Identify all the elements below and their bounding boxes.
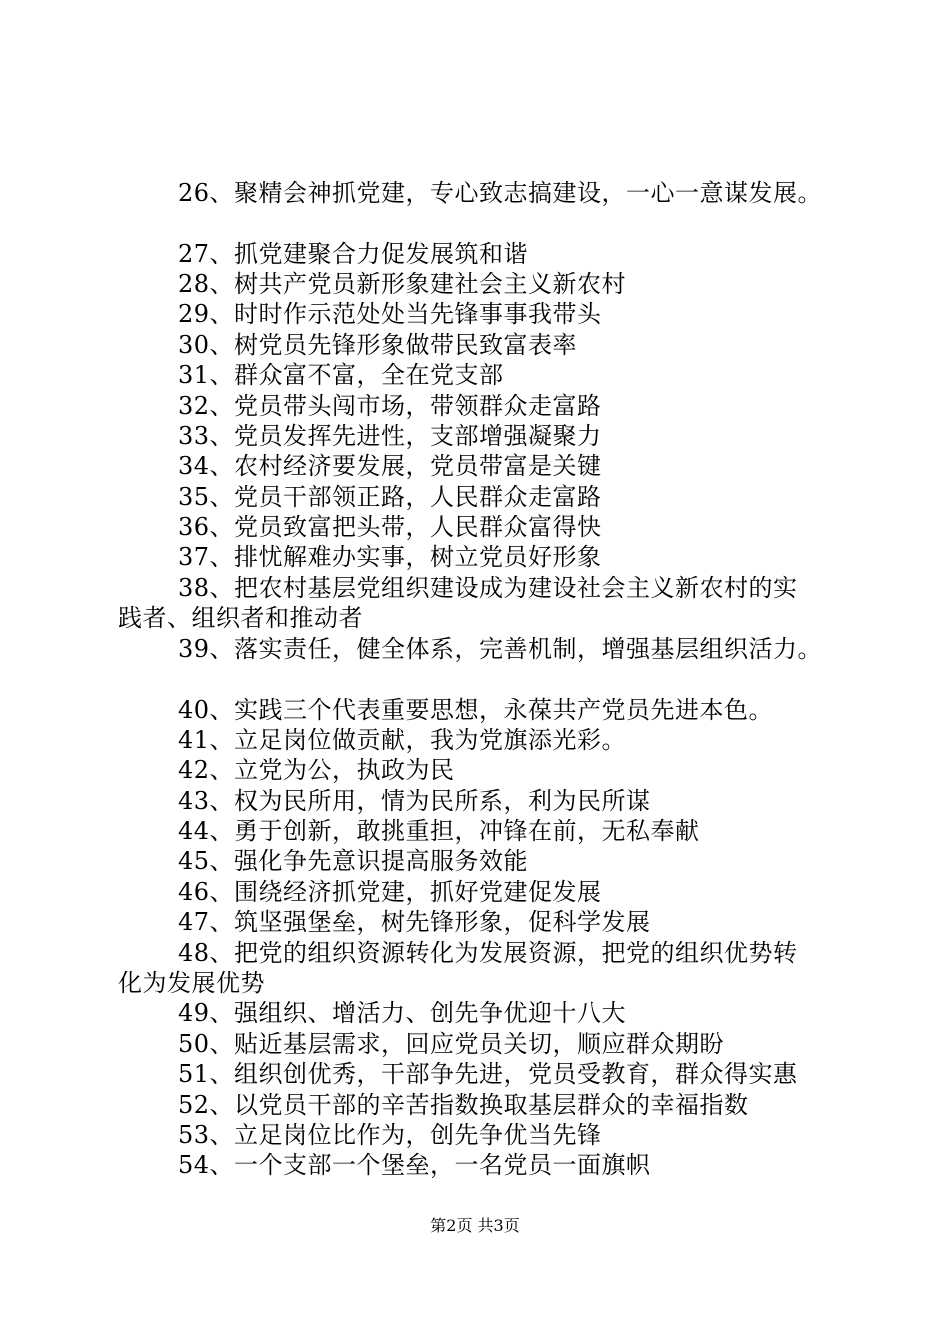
slogan-27: 27、抓党建聚合力促发展筑和谐	[178, 240, 529, 268]
slogan-54: 54、一个支部一个堡垒，一名党员一面旗帜	[178, 1151, 651, 1179]
slogan-33: 33、党员发挥先进性，支部增强凝聚力	[178, 422, 602, 450]
slogan-31: 31、群众富不富，全在党支部	[178, 361, 504, 389]
slogan-50: 50、贴近基层需求，回应党员关切，顺应群众期盼	[178, 1030, 725, 1058]
slogan-51: 51、组织创优秀，干部争先进，党员受教育，群众得实惠	[178, 1060, 798, 1088]
slogan-30: 30、树党员先锋形象做带民致富表率	[178, 331, 578, 359]
slogan-53: 53、立足岗位比作为，创先争优当先锋	[178, 1121, 602, 1149]
slogan-39: 39、落实责任，健全体系，完善机制，增强基层组织活力。	[178, 635, 823, 663]
slogan-52: 52、以党员干部的辛苦指数换取基层群众的幸福指数	[178, 1091, 749, 1119]
slogan-32: 32、党员带头闯市场，带领群众走富路	[178, 392, 602, 420]
slogan-36: 36、党员致富把头带，人民群众富得快	[178, 513, 602, 541]
slogan-43: 43、权为民所用，情为民所系，利为民所谋	[178, 787, 651, 815]
slogan-41: 41、立足岗位做贡献，我为党旗添光彩。	[178, 726, 627, 754]
slogan-46: 46、围绕经济抓党建，抓好党建促发展	[178, 878, 602, 906]
slogan-38-line1: 38、把农村基层党组织建设成为建设社会主义新农村的实	[178, 574, 798, 602]
slogan-34: 34、农村经济要发展，党员带富是关键	[178, 452, 602, 480]
slogan-26: 26、聚精会神抓党建，专心致志搞建设，一心一意谋发展。	[178, 179, 823, 207]
slogan-42: 42、立党为公，执政为民	[178, 756, 455, 784]
slogan-48-line2: 化为发展优势	[118, 969, 265, 997]
slogan-29: 29、时时作示范处处当先锋事事我带头	[178, 300, 602, 328]
slogan-28: 28、树共产党员新形象建社会主义新农村	[178, 270, 627, 298]
page-number-footer: 第2页 共3页	[430, 1216, 520, 1235]
slogan-40: 40、实践三个代表重要思想，永葆共产党员先进本色。	[178, 696, 774, 724]
slogan-48-line1: 48、把党的组织资源转化为发展资源，把党的组织优势转	[178, 939, 798, 967]
slogan-37: 37、排忧解难办实事，树立党员好形象	[178, 543, 602, 571]
slogan-47: 47、筑坚强堡垒，树先锋形象，促科学发展	[178, 908, 651, 936]
slogan-45: 45、强化争先意识提高服务效能	[178, 847, 529, 875]
slogan-38-line2: 践者、组织者和推动者	[118, 604, 363, 632]
slogan-49: 49、强组织、增活力、创先争优迎十八大	[178, 999, 627, 1027]
slogan-35: 35、党员干部领正路，人民群众走富路	[178, 483, 602, 511]
slogan-44: 44、勇于创新，敢挑重担，冲锋在前，无私奉献	[178, 817, 700, 845]
